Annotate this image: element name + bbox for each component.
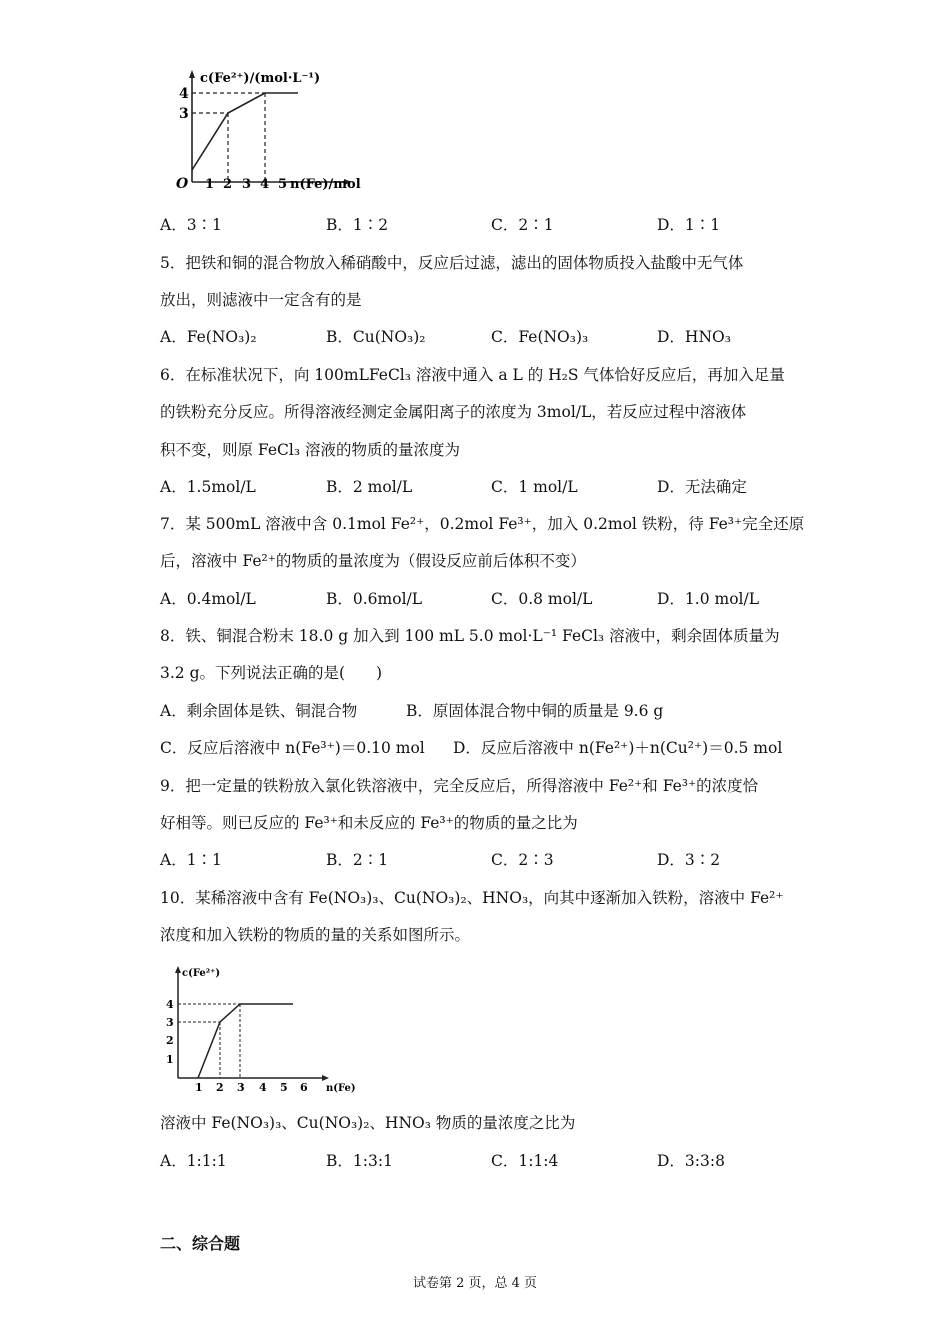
q6-stem-line2: 的铁粉充分反应。所得溶液经测定金属阳离子的浓度为 3mol/L，若反应过程中溶液体 xyxy=(160,403,747,421)
q5-stem-line1: 5．把铁和铜的混合物放入稀硝酸中，反应后过滤，滤出的固体物质投入盐酸中无气体 xyxy=(160,254,744,272)
q10-option-b[interactable]: B．1:3:1 xyxy=(326,1152,393,1170)
graph1-xtick-5: 5 xyxy=(278,177,288,192)
graph-fe2-vs-fe-2 xyxy=(160,960,360,1095)
graph1-ytick-3: 3 xyxy=(179,106,189,122)
q7-option-a[interactable]: A．0.4mol/L xyxy=(160,590,256,608)
graph1-ytick-4: 4 xyxy=(179,86,189,102)
q8-stem-line2: 3.2 g。下列说法正确的是( ) xyxy=(160,664,383,682)
q5-stem-line2: 放出，则滤液中一定含有的是 xyxy=(160,291,362,309)
q5-option-b[interactable]: B．Cu(NO₃)₂ xyxy=(326,328,426,346)
graph1-xtick-1: 1 xyxy=(205,177,215,192)
graph-fe2-vs-fe-1 xyxy=(170,62,370,197)
q7-option-b[interactable]: B．0.6mol/L xyxy=(326,590,423,608)
graph2-ytick-2: 2 xyxy=(166,1034,174,1047)
q9-option-d[interactable]: D．3∶2 xyxy=(657,851,721,869)
q10-option-a[interactable]: A．1:1:1 xyxy=(160,1152,227,1170)
q5-option-d[interactable]: D．HNO₃ xyxy=(657,328,731,346)
q5-option-a[interactable]: A．Fe(NO₃)₂ xyxy=(160,328,257,346)
graph2-xlabel: n(Fe) xyxy=(326,1083,356,1094)
q4-option-a[interactable]: A．3∶1 xyxy=(160,216,222,234)
q9-stem-line1: 9．把一定量的铁粉放入氯化铁溶液中，完全反应后，所得溶液中 Fe²⁺和 Fe³⁺的浓度恰 xyxy=(160,777,759,795)
graph2-ylabel: c(Fe²⁺) xyxy=(182,968,221,979)
q6-stem-line1: 6．在标准状况下，向 100mLFeCl₃ 溶液中通入 a L 的 H₂S 气体恰好反应后，再加入足量 xyxy=(160,366,785,384)
q9-option-a[interactable]: A．1∶1 xyxy=(160,851,222,869)
q8-option-a[interactable]: A．剩余固体是铁、铜混合物 xyxy=(160,702,358,720)
graph2-xtick-2: 2 xyxy=(216,1081,224,1094)
q4-option-d[interactable]: D．1∶1 xyxy=(657,216,721,234)
graph2-ytick-1: 1 xyxy=(166,1053,174,1066)
q10-option-d[interactable]: D．3:3:8 xyxy=(657,1152,725,1170)
graph2-xtick-5: 5 xyxy=(280,1081,288,1094)
q10-option-c[interactable]: C．1:1:4 xyxy=(491,1152,559,1170)
q4-option-c[interactable]: C．2∶1 xyxy=(491,216,554,234)
q10-stem-line3: 溶液中 Fe(NO₃)₃、Cu(NO₃)₂、HNO₃ 物质的量浓度之比为 xyxy=(160,1114,576,1132)
q6-option-d[interactable]: D．无法确定 xyxy=(657,478,747,496)
q5-option-c[interactable]: C．Fe(NO₃)₃ xyxy=(491,328,589,346)
q9-option-b[interactable]: B．2∶1 xyxy=(326,851,389,869)
graph1-origin: O xyxy=(176,176,189,192)
page-footer: 试卷第 2 页，总 4 页 xyxy=(412,1276,538,1291)
q6-option-a[interactable]: A．1.5mol/L xyxy=(160,478,256,496)
q6-option-c[interactable]: C．1 mol/L xyxy=(491,478,578,496)
q8-option-b[interactable]: B．原固体混合物中铜的质量是 9.6 g xyxy=(406,702,664,720)
section-heading: 二、综合题 xyxy=(160,1234,241,1253)
q8-option-c[interactable]: C．反应后溶液中 n(Fe³⁺)＝0.10 mol xyxy=(160,739,425,757)
q9-stem-line2: 好相等。则已反应的 Fe³⁺和未反应的 Fe³⁺的物质的量之比为 xyxy=(160,814,578,832)
q4-option-b[interactable]: B．1∶2 xyxy=(326,216,389,234)
graph2-ytick-3: 3 xyxy=(166,1016,174,1029)
q7-stem-line1: 7．某 500mL 溶液中含 0.1mol Fe²⁺，0.2mol Fe³⁺，加入 0.2mol 铁粉，待 Fe³⁺完全还原 xyxy=(160,515,805,533)
graph1-xlabel: n(Fe)/mol xyxy=(290,177,361,192)
graph2-xtick-3: 3 xyxy=(237,1081,245,1094)
q8-option-d[interactable]: D．反应后溶液中 n(Fe²⁺)＋n(Cu²⁺)＝0.5 mol xyxy=(453,739,783,757)
graph1-xtick-3: 3 xyxy=(242,177,252,192)
graph2-xtick-6: 6 xyxy=(300,1081,308,1094)
q7-option-d[interactable]: D．1.0 mol/L xyxy=(657,590,760,608)
graph1-ylabel: c(Fe²⁺)/(mol·L⁻¹) xyxy=(200,71,321,86)
q7-stem-line2: 后，溶液中 Fe²⁺的物质的量浓度为（假设反应前后体积不变） xyxy=(160,552,586,570)
q6-stem-line3: 积不变，则原 FeCl₃ 溶液的物质的量浓度为 xyxy=(160,441,460,459)
graph2-ytick-4: 4 xyxy=(166,998,174,1011)
q10-stem-line2: 浓度和加入铁粉的物质的量的关系如图所示。 xyxy=(160,926,471,944)
graph2-xtick-4: 4 xyxy=(259,1081,267,1094)
graph1-xtick-2: 2 xyxy=(223,177,233,192)
graph1-xtick-4: 4 xyxy=(260,177,270,192)
q7-option-c[interactable]: C．0.8 mol/L xyxy=(491,590,593,608)
q10-stem-line1: 10．某稀溶液中含有 Fe(NO₃)₃、Cu(NO₃)₂、HNO₃，向其中逐渐加入铁粉，溶液中 Fe²⁺ xyxy=(160,889,784,907)
q6-option-b[interactable]: B．2 mol/L xyxy=(326,478,413,496)
q9-option-c[interactable]: C．2∶3 xyxy=(491,851,554,869)
q8-stem-line1: 8．铁、铜混合粉末 18.0 g 加入到 100 mL 5.0 mol·L⁻¹ FeCl₃ 溶液中，剩余固体质量为 xyxy=(160,627,780,645)
graph2-xtick-1: 1 xyxy=(195,1081,203,1094)
